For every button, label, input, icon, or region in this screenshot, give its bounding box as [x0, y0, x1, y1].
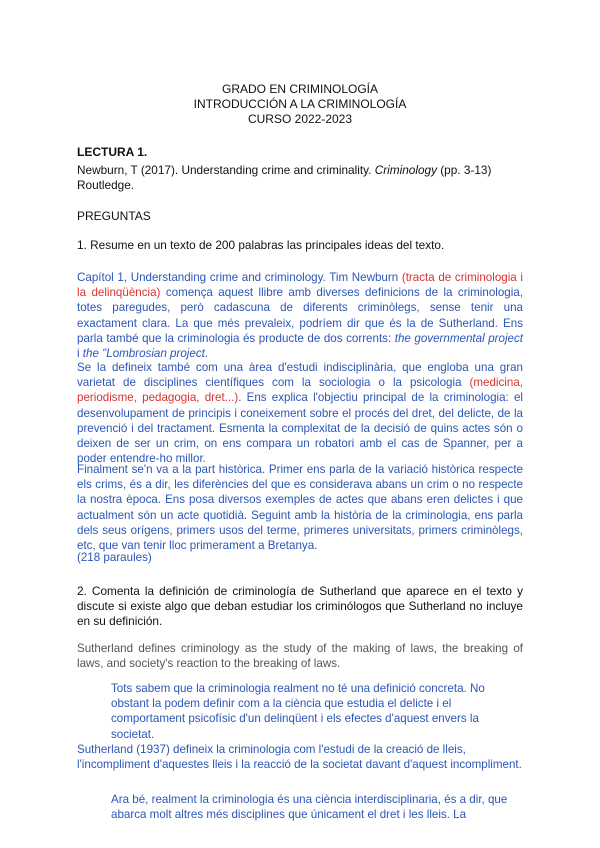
reference-pages: (pp. 3-13) Routledge.: [77, 163, 492, 192]
reference-book-title: Criminology: [374, 163, 437, 177]
question-2: 2. Comenta la definición de criminología de Sutherland que aparece en el texto y discute si existe algo que deban estudiar los criminólogos que Sutherland no incluye en su definición.: [77, 584, 523, 629]
answer-2-paragraph-1: [77, 681, 523, 772]
answer-text: .: [204, 347, 209, 361]
reference-text: Newburn, T (2017). Understanding crime and criminality.: [77, 163, 375, 177]
questions-heading: PREGUNTAS: [77, 209, 151, 223]
answer-text: comença aquest llibre amb diverses definicions de la criminologia, totes paregudes, però cadascuna de diferents criminòlegs, sense tenir una exactament clara. La que més prevaleix, podríem dir que és la de Sutherland. Ens parla també que la criminologia és producte de dos corrents:: [77, 286, 523, 345]
answer-1-paragraph-2: [77, 360, 523, 466]
question-1: 1. Resume en un texto de 200 palabras las principales ideas del texto.: [77, 238, 445, 252]
answer-1-paragraph-3: Finalment se'n va a la part històrica. Primer ens parla de la variació històrica respecte els crims, és a dir, les diferències del que es considerava abans un crim o no respecte la nostra època. Ens posa diversos exemples de actes que abans eren delictes i que actualment són un acte quotidià. Seguint amb la història de la criminologia, ens parla dels seus orígens, primers usos del terme, primeres universitats, primers criminòlegs, etc, que van tenir lloc primerament a Bretanya.: [77, 463, 523, 553]
answer-italic: the "Lombrosian project: [82, 347, 205, 361]
answer-1-paragraph-1: [77, 270, 523, 361]
degree-title: GRADO EN CRIMINOLOGÍA: [221, 82, 379, 96]
reading-reference: [77, 163, 523, 193]
answer-2-sentence: Sutherland (1937) defineix la criminologia com l'estudi de la creació de lleis, l'incompliment d'aquestes lleis i la reacció de la societat davant d'aquest incompliment.: [77, 742, 522, 772]
answer-text: Capítol 1, Understanding crime and criminology. Tim Newburn: [77, 271, 402, 284]
answer-annotation: (tracta de criminologia i la delinqüència): [77, 271, 523, 300]
answer-2-sentence: Tots sabem que la criminologia realment no té una definició concreta. No obstant la podem definir com a la ciència que estudia el delicte i el comportament psicofísic d'un delinqüent i els efectes d'aquest envers la societat.: [111, 682, 485, 741]
answer-italic: the governmental project: [394, 331, 523, 345]
answer-text: i: [77, 347, 83, 361]
answer-2-sentence: Ara bé, realment la criminologia és una ciència interdisciplinaria, és a dir, que abarca molt altres més disciplines que únicament el dret i les lleis. La: [111, 793, 508, 822]
academic-year: CURSO 2022-2023: [247, 112, 353, 126]
sutherland-definition: Sutherland defines criminology as the study of the making of laws, the breaking of laws, and society's reaction to the breaking of laws.: [77, 642, 523, 671]
answer-text: . Ens explica l'objectiu principal de la criminologia: el desenvolupament de principis i coneixement sobre el procés del dret, del delicte, de la prevenció i del tractament. Esmenta la complexitat de la decisió de quins actes són o deixen de ser un crim, on ens compara un robatori amb el cas de Spanner, per a poder entendre-ho millor.: [77, 391, 523, 466]
answer-text: Se la defineix també com una àrea d'estudi indisciplinària, que engloba una gran varietat de disciplines científiques com la sociologia o la psicologia: [77, 361, 523, 390]
course-title: INTRODUCCIÓN A LA CRIMINOLOGÍA: [193, 97, 407, 111]
answer-2-paragraph-2: [77, 792, 523, 822]
word-count: (218 paraules): [77, 551, 152, 564]
reading-heading: LECTURA 1.: [77, 145, 148, 159]
document-header: [77, 82, 523, 127]
answer-annotation: (medicina, periodisme, pedagogia, dret...): [77, 376, 523, 405]
